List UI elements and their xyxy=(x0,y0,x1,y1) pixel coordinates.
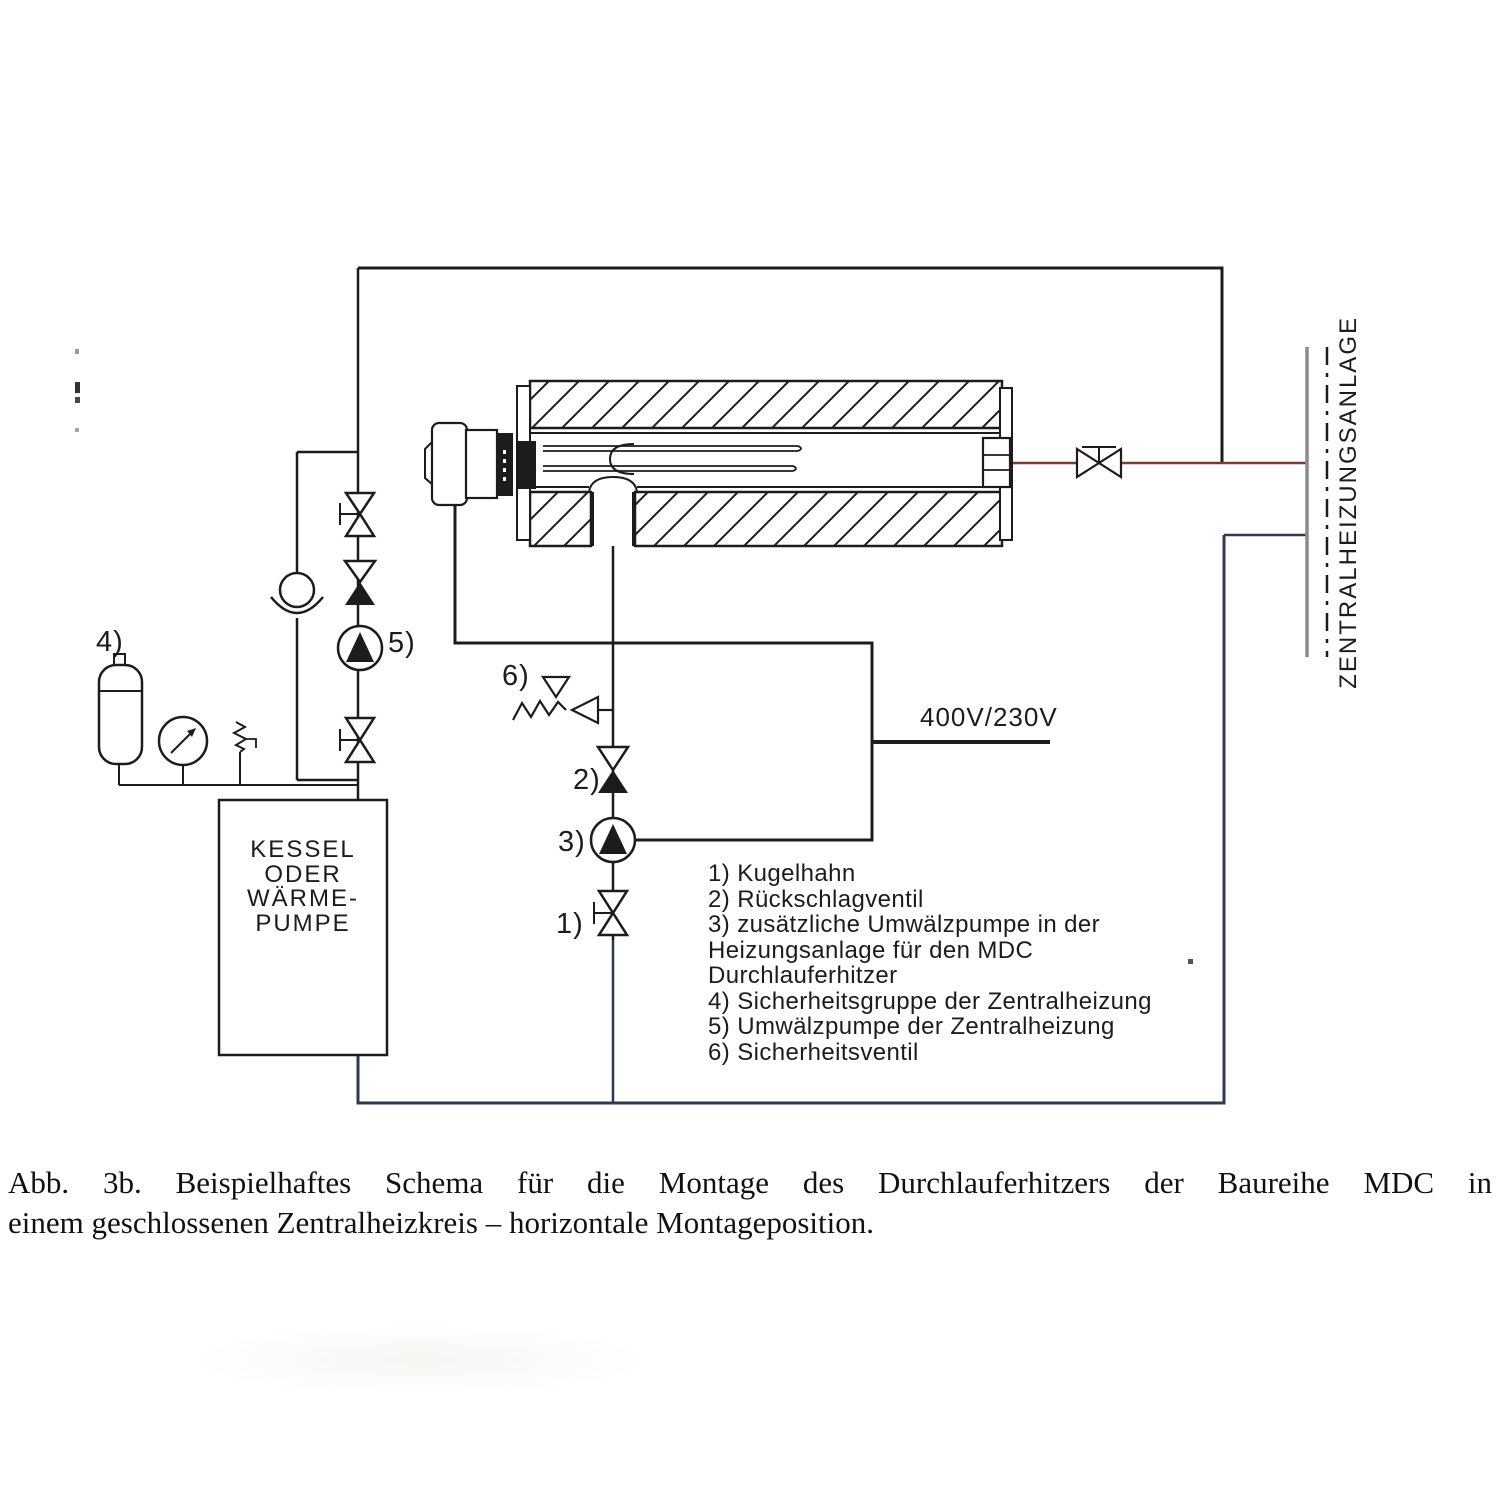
mdc-heater xyxy=(425,381,1012,546)
legend-line: 5) Umwälzpumpe der Zentralheizung xyxy=(708,1013,1115,1040)
flow-meter-icon xyxy=(280,573,314,607)
legend xyxy=(708,861,1234,1065)
heating-element-icon xyxy=(543,444,801,474)
legend-line: 1) Kugelhahn xyxy=(708,860,856,887)
boiler-label-line: KESSEL xyxy=(250,836,356,863)
ball-valve-1-icon xyxy=(594,891,627,935)
legend-line: 6) Sicherheitsventil xyxy=(708,1038,919,1066)
power-supply-label: 400V/230V xyxy=(920,702,1058,732)
legend-line: Heizungsanlage für den MDC xyxy=(708,936,1034,964)
check-valve-2-icon xyxy=(598,747,628,793)
legend-line: 4) Sicherheitsgruppe der Zentralheizung xyxy=(708,987,1152,1015)
check-valve-left-icon xyxy=(345,561,375,605)
figure-caption xyxy=(8,1163,1492,1243)
boiler-label-line: ODER xyxy=(264,860,342,888)
callout-5: 5) xyxy=(388,627,416,659)
shutoff-valve-top-icon xyxy=(340,493,374,536)
circulation-pump-5-icon xyxy=(338,626,382,670)
callout-6: 6) xyxy=(502,660,530,692)
expansion-vessel-icon xyxy=(99,654,142,785)
heater-outlet-fitting xyxy=(983,438,1010,487)
shutoff-valve-bottom-icon xyxy=(340,718,374,762)
caption-line-2: einem geschlossenen Zentralheizkreis – horizontale Montageposition. xyxy=(8,1205,875,1240)
callout-3: 3) xyxy=(558,826,586,858)
legend-line: Durchlauferhitzer xyxy=(708,962,898,989)
boiler-label-line: WÄRME- xyxy=(247,885,359,912)
pressure-gauge-icon xyxy=(159,717,207,785)
legend-line: 2) Rückschlagventil xyxy=(708,885,924,913)
central-heating-system-label: ZENTRALHEIZUNGSANLAGE xyxy=(1335,315,1362,689)
circulation-pump-3-icon xyxy=(591,818,635,862)
boiler-label xyxy=(221,838,385,936)
supply-ball-valve-icon xyxy=(1077,447,1121,477)
callout-2: 2) xyxy=(573,764,601,796)
left-riser xyxy=(271,452,358,780)
safety-group xyxy=(99,654,358,785)
legend-line: 3) zusätzliche Umwälzpumpe in der xyxy=(708,911,1101,938)
scan-smudge xyxy=(190,1325,650,1395)
boiler-label-line: PUMPE xyxy=(255,909,351,937)
central-heating-interface xyxy=(1307,347,1327,657)
callout-1: 1) xyxy=(556,908,584,940)
air-vent-icon xyxy=(234,722,256,785)
caption-line-1: Abb. 3b. Beispielhaftes Schema für die Montage des Durchlauferhitzers der Baureihe MDC in xyxy=(8,1165,1492,1200)
callout-4: 4) xyxy=(96,626,124,658)
electrical-wiring xyxy=(455,505,1050,840)
